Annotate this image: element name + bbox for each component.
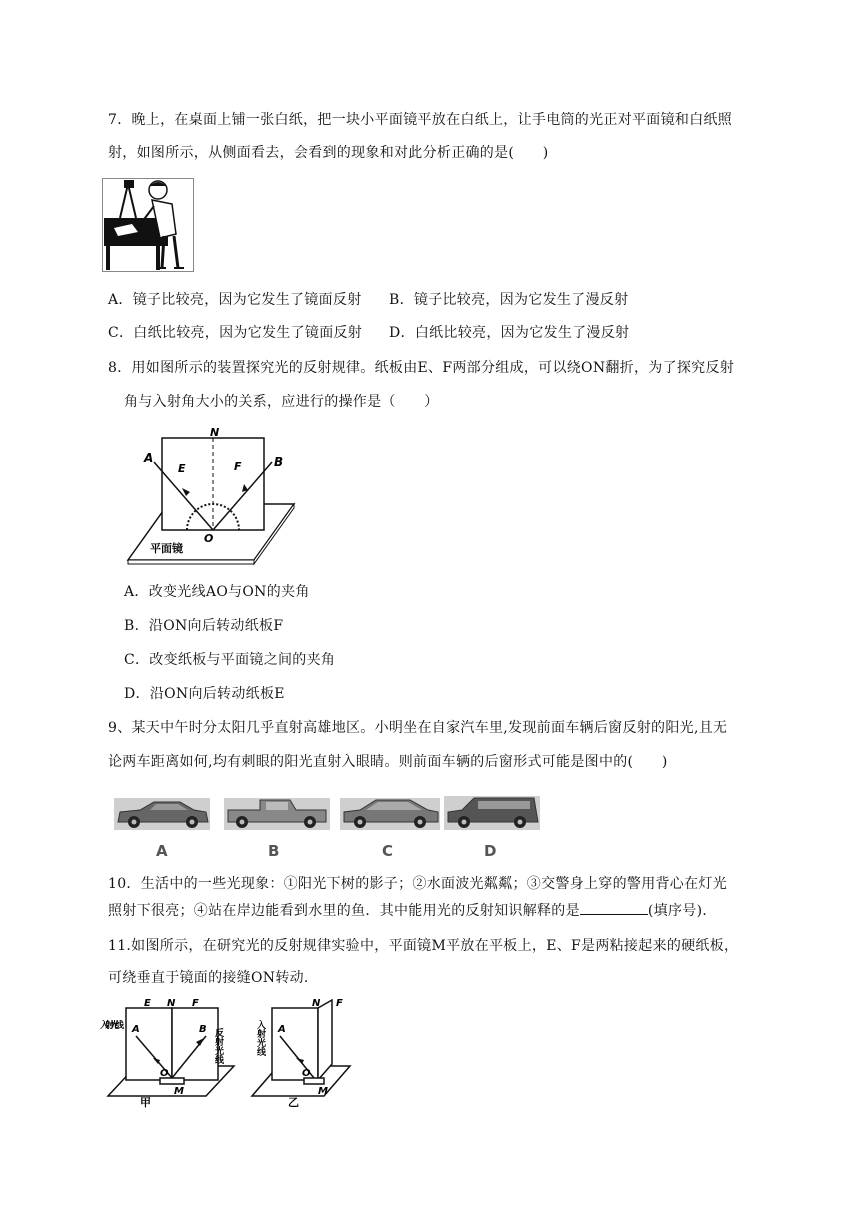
q11-jia-label-reflected: 反射光线 xyxy=(213,1028,223,1064)
car-label-d: D xyxy=(484,842,497,860)
q11-stem-line1: 11.如图所示，在研究光的反射规律实验中，平面镜M平放在平板上，E、F是两粘接起来的硬纸板， xyxy=(108,938,739,954)
q8-option-c: C．改变纸板与平面镜之间的夹角 xyxy=(124,652,336,668)
q11-yi-label-f: F xyxy=(336,998,343,1009)
q8-label-e: E xyxy=(178,462,186,475)
q7-stem-line1: 7．晚上，在桌面上铺一张白纸，把一块小平面镜平放在白纸上，让手电筒的光正对平面镜和白纸照 xyxy=(108,112,733,128)
q10-stem-line1: 10．生活中的一些光现象：①阳光下树的影子；②水面波光粼粼；③交警身上穿的警用背心在灯光 xyxy=(108,876,728,892)
q11-yi-label-a: A xyxy=(278,1024,286,1035)
q11-jia-label-b: B xyxy=(199,1024,207,1035)
q11-yi-label-o: O xyxy=(302,1068,311,1079)
q7-option-d: D．白纸比较亮，因为它发生了漫反射 xyxy=(389,325,630,341)
car-label-b: B xyxy=(268,842,280,860)
q11-jia-label-f: F xyxy=(192,998,199,1009)
q11-yi-caption: 乙 xyxy=(288,1096,299,1109)
q11-jia-label-e: E xyxy=(144,998,151,1009)
q7-option-c: C．白纸比较亮，因为它发生了镜面反射 xyxy=(108,325,363,341)
q11-jia-label-m: M xyxy=(174,1086,184,1097)
car-label-c: C xyxy=(382,842,394,860)
q7-stem-line2: 射，如图所示，从侧面看去，会看到的现象和对此分析正确的是( ) xyxy=(108,145,549,161)
q11-jia-label-n: N xyxy=(167,998,176,1009)
car-label-a: A xyxy=(156,842,168,860)
q9-stem-line2: 论两车距离如何,均有刺眼的阳光直射入眼睛。则前面车辆的后窗形式可能是图中的( ) xyxy=(108,754,668,770)
q10-stem-line2-text: 照射下很亮；④站在岸边能看到水里的鱼．其中能用光的反射知识解释的是 xyxy=(108,903,580,919)
q11-figure-jia xyxy=(100,996,240,1108)
q8-stem-line1: 8．用如图所示的装置探究光的反射规律。纸板由E、F两部分组成，可以绕ON翻折，为了探究反射 xyxy=(108,360,735,376)
q9-stem-line1: 9、某天中午时分太阳几乎直射高雄地区。小明坐在自家汽车里,发现前面车辆后窗反射的阳光,且无 xyxy=(108,720,728,736)
q10-stem-line2 xyxy=(108,900,717,921)
q8-option-b: B．沿ON向后转动纸板F xyxy=(124,618,284,634)
q8-label-f: F xyxy=(234,460,242,473)
q11-jia-label-a: A xyxy=(132,1024,140,1035)
q8-option-d: D．沿ON向后转动纸板E xyxy=(124,686,285,702)
q8-label-mirror: 平面镜 xyxy=(150,542,183,555)
q11-yi-label-m: M xyxy=(318,1086,328,1097)
q8-label-b: B xyxy=(274,455,284,469)
q11-jia-label-o: O xyxy=(160,1068,169,1079)
q8-label-o: O xyxy=(204,532,214,545)
q11-jia-label-incident: 入射光线 xyxy=(100,1021,124,1031)
q9-car-rear-window-figure xyxy=(110,792,542,862)
q7-option-a: A．镜子比较亮，因为它发生了镜面反射 xyxy=(108,292,362,308)
q10-stem-line2-suffix: (填序号)． xyxy=(647,903,717,919)
q7-flashlight-figure xyxy=(102,178,194,272)
q7-option-b: B．镜子比较亮，因为它发生了漫反射 xyxy=(389,292,629,308)
q8-label-n: N xyxy=(210,426,220,439)
q11-jia-caption: 甲 xyxy=(140,1096,151,1109)
q10-answer-blank[interactable] xyxy=(580,900,648,915)
q11-stem-line2: 可绕垂直于镜面的接缝ON转动. xyxy=(108,970,309,986)
q8-stem-line2: 角与入射角大小的关系，应进行的操作是（ ） xyxy=(124,394,439,410)
q8-reflection-apparatus-figure xyxy=(124,424,314,566)
q8-label-a: A xyxy=(144,451,154,465)
q8-option-a: A．改变光线AO与ON的夹角 xyxy=(124,584,310,600)
q11-yi-label-n: N xyxy=(312,998,321,1009)
q11-yi-label-incident: 入射光线 xyxy=(255,1020,265,1056)
q11-figure-yi xyxy=(248,996,358,1108)
